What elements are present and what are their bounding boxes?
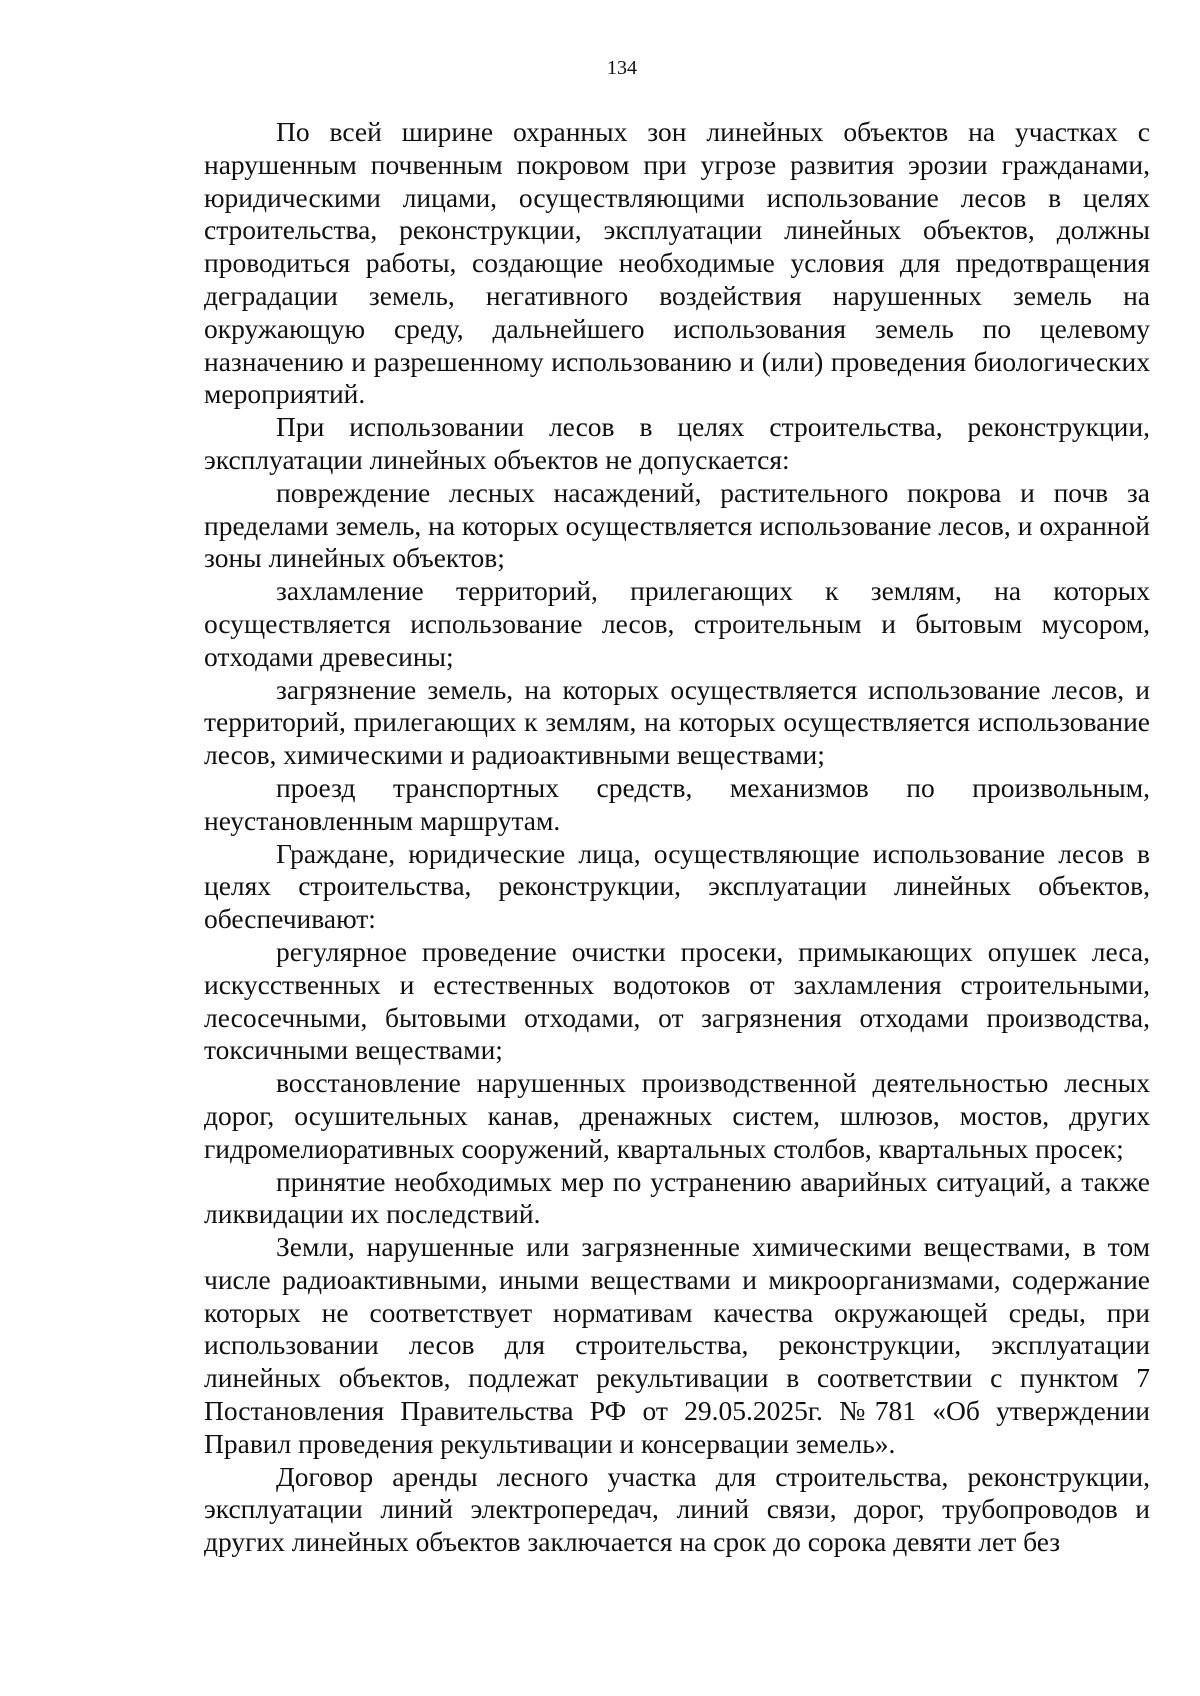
- paragraph-damage-plantations: повреждение лесных насаждений, растительного покрова и почв за пределами земель, на которых осуществляется использование лесов, и охранной зоны линейных объектов;: [204, 476, 1150, 574]
- paragraph-vehicle-passage: проезд транспортных средств, механизмов по произвольным, неустановленным маршрутам.: [204, 771, 1150, 836]
- paragraph-protection-zones: По всей ширине охранных зон линейных объектов на участках с нарушенным почвенным покровом при угрозе развития эрозии гражданами, юридическими лицами, осуществляющими использование лесов в целях строительства, реконструкции, эксплуатации линейных объектов, должны проводиться работы, создающие необходимые условия для предотвращения деградации земель, негативного воздействия нарушенных земель на окружающую среду, дальнейшего использования земель по целевому назначению и разрешенному использованию и (или) проведения биологических мероприятий.: [204, 116, 1150, 410]
- paragraph-pollution: загрязнение земель, на которых осуществляется использование лесов, и территорий, прилегающих к землям, на которых осуществляется использование лесов, химическими и радиоактивными веществами;: [204, 673, 1150, 771]
- document-body: [204, 116, 1150, 1559]
- paragraph-clearing-cleanup: регулярное проведение очистки просеки, примыкающих опушек леса, искусственных и естественных водотоков от захламления строительными, лесосечными, бытовыми отходами, от загрязнения отходами производства, токсичными веществами;: [204, 935, 1150, 1066]
- paragraph-lease-agreement: Договор аренды лесного участка для строительства, реконструкции, эксплуатации линий электропередач, линий связи, дорог, трубопроводов и других линейных объектов заключается на срок до сорока девяти лет без: [204, 1460, 1150, 1558]
- paragraph-not-allowed-intro: При использовании лесов в целях строительства, реконструкции, эксплуатации линейных объектов не допускается:: [204, 411, 1150, 475]
- paragraph-restoration: восстановление нарушенных производственной деятельностью лесных дорог, осушительных канав, дренажных систем, шлюзов, мостов, других гидромелиоративных сооружений, квартальных столбов, квартальных просек;: [204, 1067, 1150, 1164]
- paragraph-recultivation: Земли, нарушенные или загрязненные химическими веществами, в том числе радиоактивными, иными веществами и микроорганизмами, содержание которых не соответствует нормативам качества окружающей среды, при использовании лесов для строительства, реконструкции, эксплуатации линейных объектов, подлежат рекультивации в соответствии с пунктом 7 Постановления Правительства РФ от 29.05.2025г. №781 «Об утверждении Правил проведения рекультивации и консервации земель».: [204, 1231, 1150, 1459]
- paragraph-emergency-measures: принятие необходимых мер по устранению аварийных ситуаций, а также ликвидации их последствий.: [204, 1165, 1150, 1230]
- paragraph-littering: захламление территорий, прилегающих к землям, на которых осуществляется использование лесов, строительным и бытовым мусором, отходами древесины;: [204, 575, 1150, 672]
- page-number: 134: [607, 57, 637, 79]
- paragraph-obligations-intro: Граждане, юридические лица, осуществляющие использование лесов в целях строительства, реконструкции, эксплуатации линейных объектов, обеспечивают:: [204, 837, 1150, 935]
